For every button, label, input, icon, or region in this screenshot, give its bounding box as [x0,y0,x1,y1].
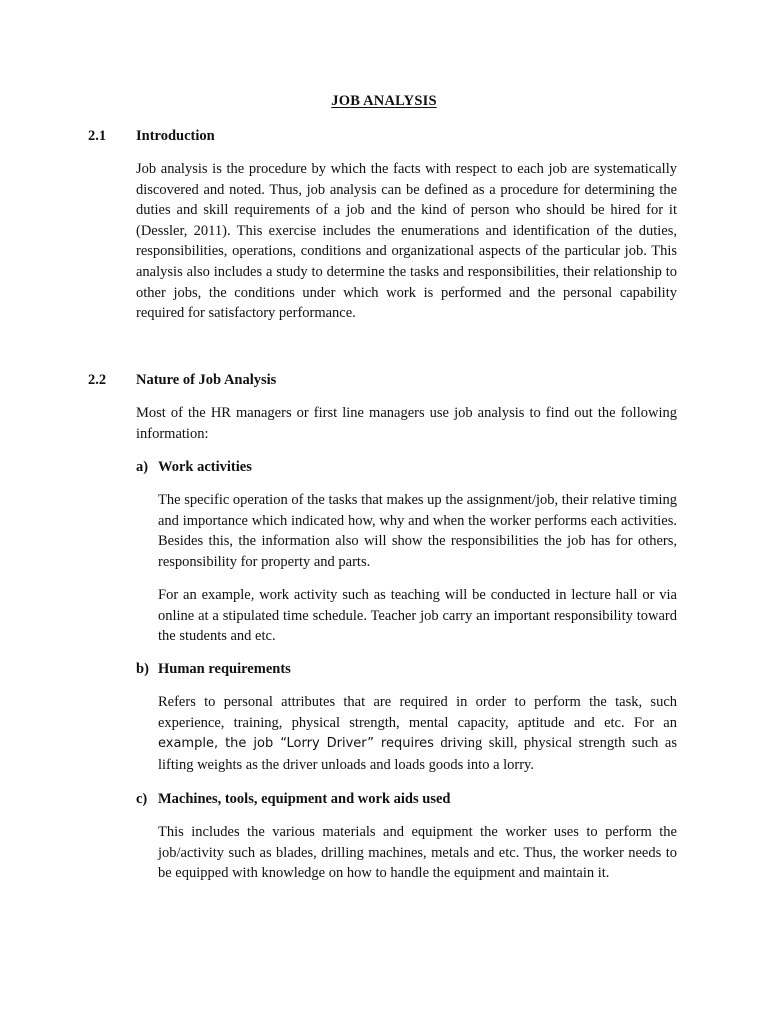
section-number: 2.1 [88,128,107,144]
paragraph-text: driving skill, physical strength such as lifting weights as the driver unloads and loads goods into a lorry. [158,735,677,773]
item-letter: c) [136,791,148,807]
machines-tools-paragraph: This includes the various materials and equipment the worker uses to perform the job/activity such as blades, drilling machines, metals and etc. Thus, the worker needs to be equipped with knowledge on how to handle the equipment and maintain it. [158,824,677,882]
section-heading-introduction [88,126,215,146]
section-title: Introduction [136,128,215,144]
item-title: Machines, tools, equipment and work aids used [158,791,451,807]
section-heading-nature [88,370,276,390]
item-letter: a) [136,459,149,475]
item-title: Work activities [158,459,252,475]
introduction-paragraph: Job analysis is the procedure by which the facts with respect to each job are systematically discovered and noted. Thus, job analysis can be defined as a procedure for determining the duties and skill requirements of a job and the kind of person who should be hired for it (Dessler, 2011). This exercise includes the enumerations and identification of the duties, responsibilities, operations, conditions and organizational aspects of the particular job. This analysis also includes a study to determine the tasks and responsibilities, their relationship to other jobs, the conditions under which work is performed and the personal capability required for satisfactory performance. [136,161,677,322]
item-letter: b) [136,661,149,677]
subheading-machines-tools [136,789,450,809]
work-activities-example-paragraph: For an example, work activity such as teaching will be conducted in lecture hall or via online at a stipulated time schedule. Teacher job carry an important responsibility toward the students and etc. [158,587,677,645]
paragraph-text: Refers to personal attributes that are required in order to perform the task, such experience, training, physical strength, mental capacity, aptitude and etc. For an [158,694,677,731]
page-title: JOB ANALYSIS [331,93,437,109]
subheading-work-activities [136,457,252,477]
item-title: Human requirements [158,661,291,677]
subheading-human-requirements [136,659,291,679]
human-requirements-paragraph [158,692,677,775]
section-title: Nature of Job Analysis [136,372,277,388]
nature-intro-paragraph: Most of the HR managers or first line managers use job analysis to find out the following information: [136,405,677,442]
work-activities-paragraph: The specific operation of the tasks that makes up the assignment/job, their relative timing and importance which indicated how, why and when the worker performs each activities. Besides this, the information also will show the responsibilities the job has for others, responsibility for property and parts. [158,492,677,570]
paragraph-text-styled: example, the job “Lorry Driver” requires [158,736,434,752]
section-number: 2.2 [88,372,107,388]
